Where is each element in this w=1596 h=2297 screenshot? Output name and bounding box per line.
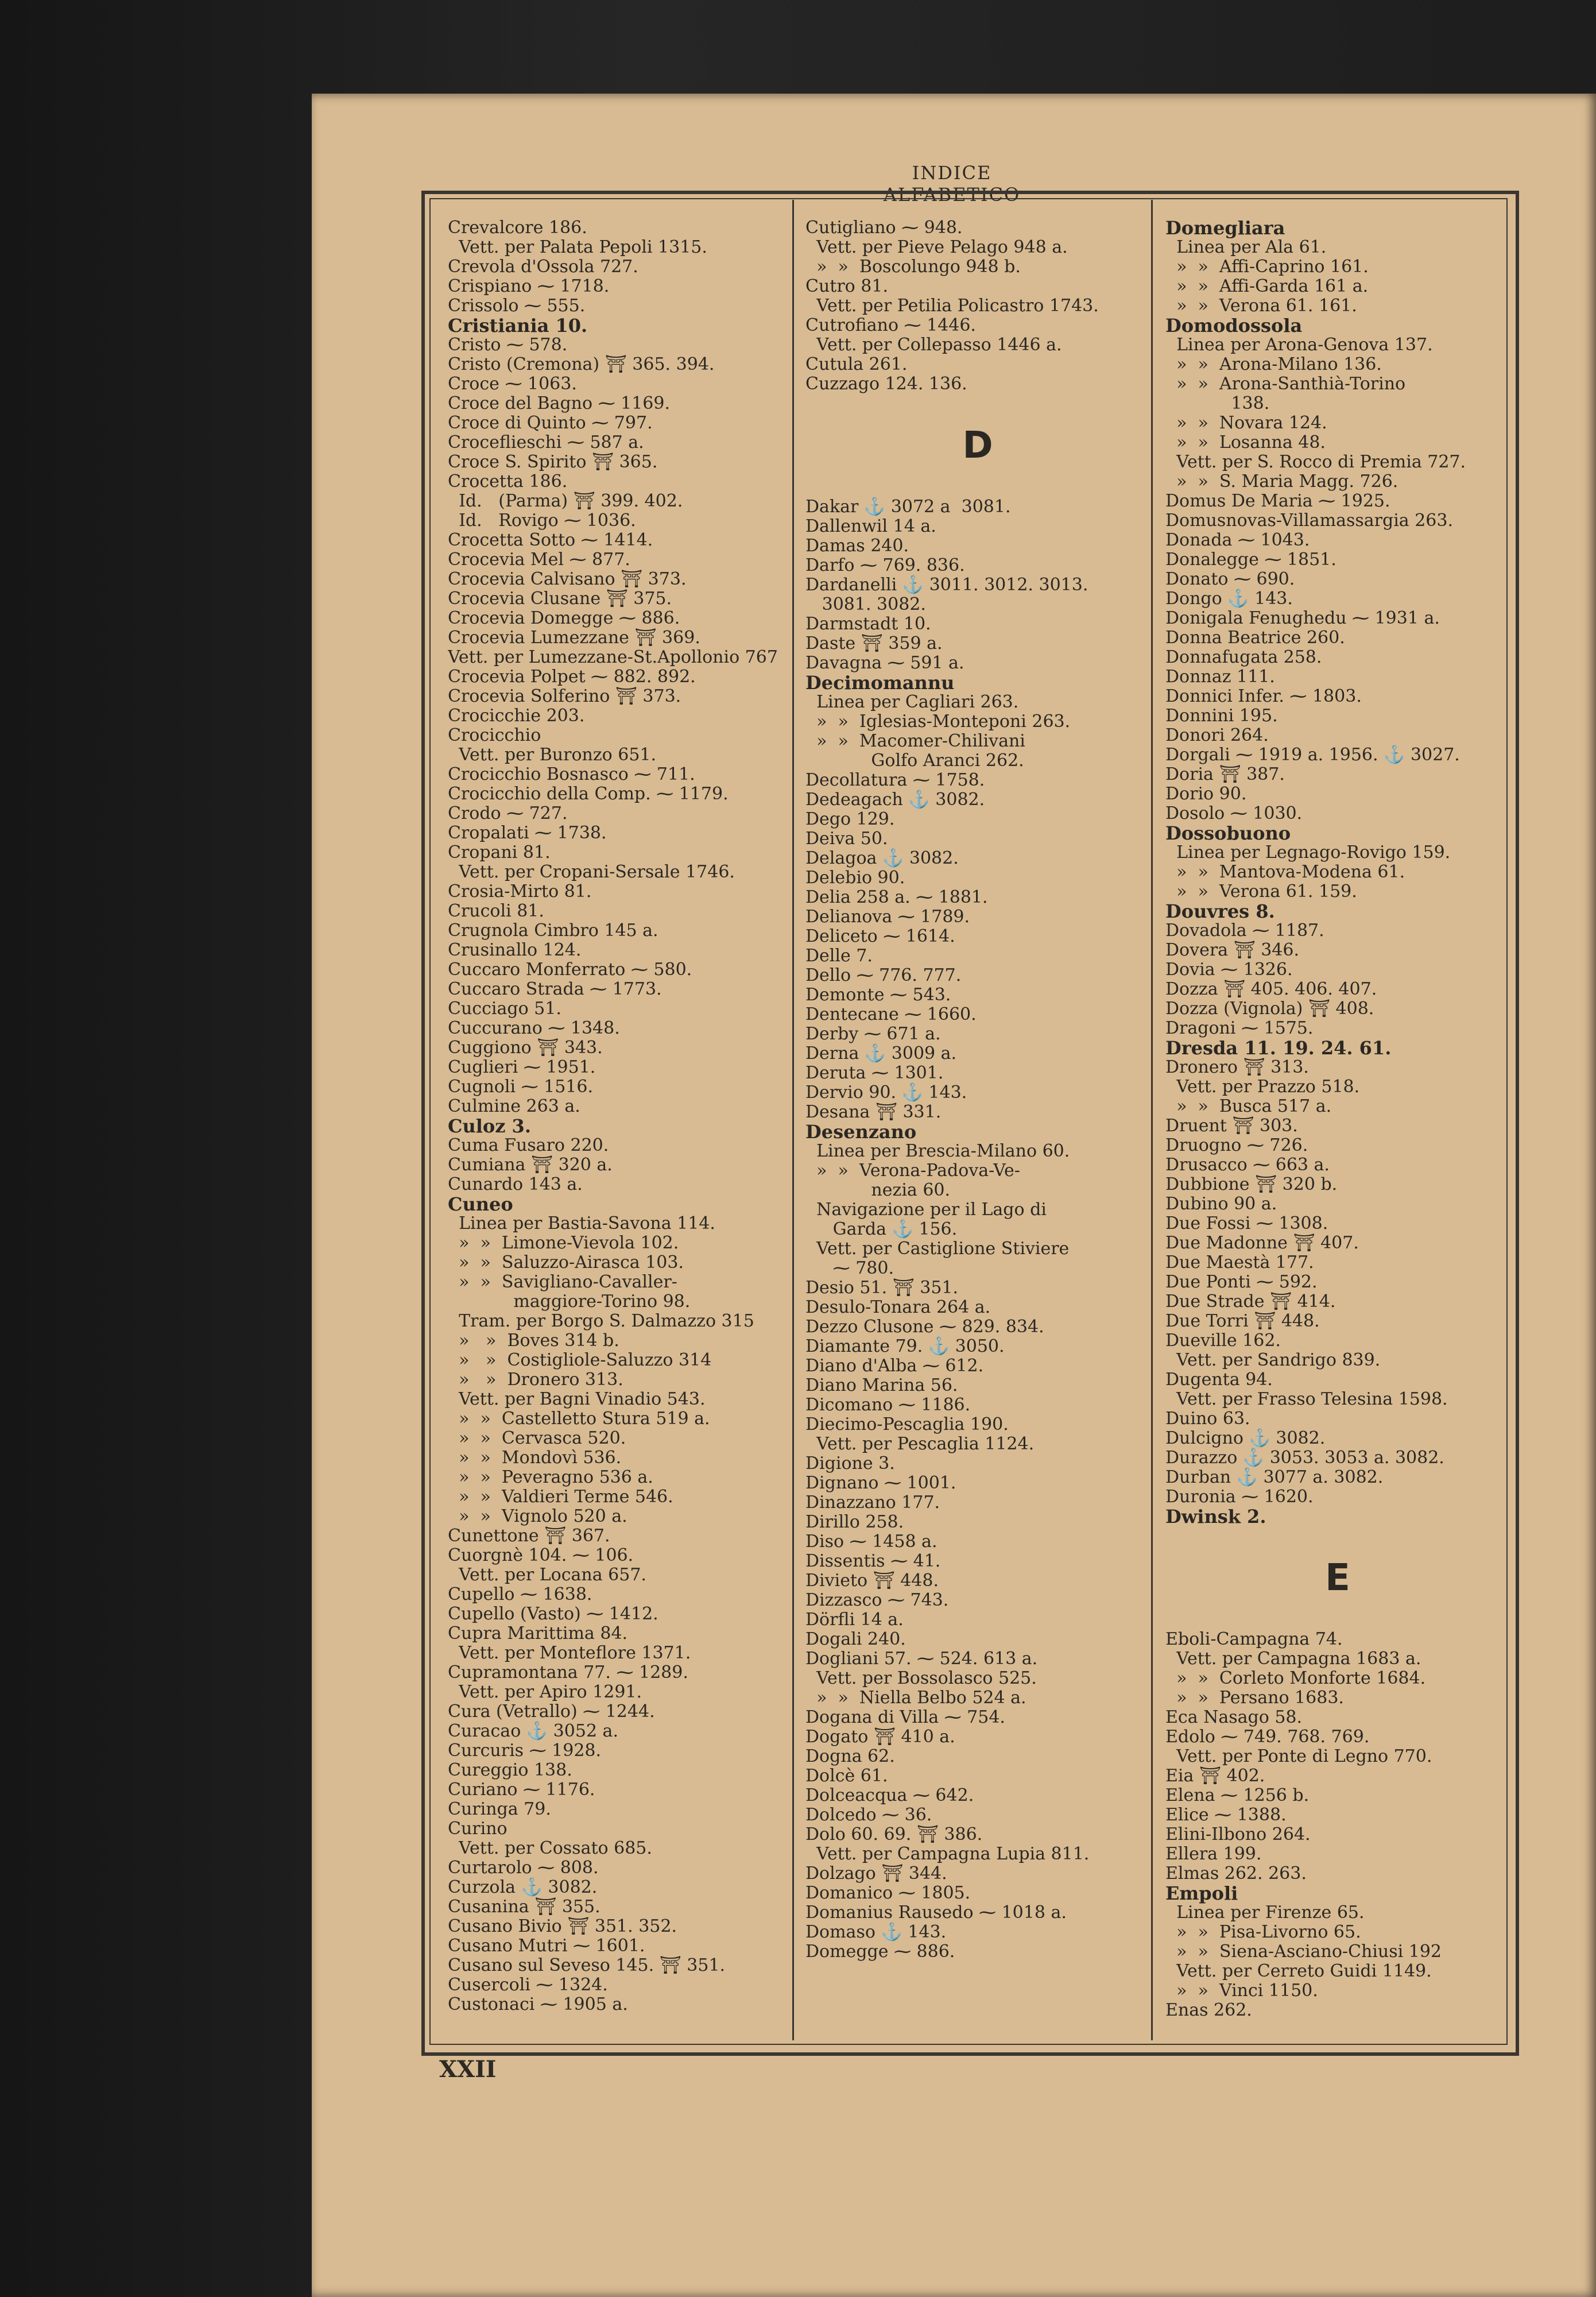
index-entry: Id. Rovigo ⁓ 1036. [448,511,636,531]
index-entry: Diano Marina 56. [805,1375,958,1395]
index-entry: Croceflieschi ⁓ 587 a. [448,432,644,453]
index-entry: » » Mondovì 536. [448,1448,622,1468]
index-entry: Cuccaro Monferrato ⁓ 580. [448,960,692,980]
index-heading: Dossobuono [1165,822,1291,844]
index-entry: » » Mantova-Modena 61. [1165,862,1405,882]
index-entry: Vett. per Buronzo 651. [448,745,657,765]
index-entry: Delagoa ⚓ 3082. [805,848,959,868]
index-entry: Durban ⚓ 3077 a. 3082. [1165,1467,1384,1487]
index-heading: Dwinsk 2. [1165,1506,1266,1528]
index-entry: Dolo 60. 69. ⛩ 386. [805,1824,983,1844]
index-entry: » » Castelletto Stura 519 a. [448,1409,710,1429]
index-entry: Cumiana ⛩ 320 a. [448,1155,613,1175]
index-entry: Domusnovas-Villamassargia 263. [1165,511,1454,531]
index-entry: Damas 240. [805,536,909,556]
index-entry: Delle 7. [805,946,873,966]
index-entry: Dörfli 14 a. [805,1610,904,1630]
index-entry: » » Dronero 313. [448,1370,623,1390]
index-entry: » » Arona-Santhià-Torino [1165,374,1406,394]
index-entry: Vett. per Apiro 1291. [448,1682,642,1702]
index-entry: Dongo ⚓ 143. [1165,589,1293,609]
index-entry: Vett. per Pieve Pelago 948 a. [805,237,1068,257]
index-entry: Dirillo 258. [805,1512,904,1532]
index-entry: Linea per Bastia-Savona 114. [448,1213,715,1233]
index-entry: Cutigliano ⁓ 948. [805,218,963,238]
index-entry: » » Peveragno 536 a. [448,1467,653,1487]
index-entry: » » Novara 124. [1165,413,1327,433]
index-entry: Cunardo 143 a. [448,1174,583,1194]
index-entry: Druent ⛩ 303. [1165,1116,1298,1136]
index-entry: Donigala Fenughedu ⁓ 1931 a. [1165,608,1440,628]
index-entry: Desulo-Tonara 264 a. [805,1297,991,1317]
index-entry: Crugnola Cimbro 145 a. [448,921,658,941]
index-entry: Cuorgnè 104. ⁓ 106. [448,1545,634,1565]
index-entry: Cusano Bivio ⛩ 351. 352. [448,1916,677,1936]
index-entry: 3081. 3082. [805,594,926,614]
index-entry: Curacao ⚓ 3052 a. [448,1721,618,1741]
index-entry: » » Pisa-Livorno 65. [1165,1922,1361,1942]
index-entry: Vett. per Palata Pepoli 1315. [448,237,707,257]
section-letter: E [1325,1557,1350,1599]
index-entry: Vett. per S. Rocco di Premia 727. [1165,452,1466,472]
index-entry: » » S. Maria Magg. 726. [1165,471,1399,492]
index-entry: Dogna 62. [805,1746,895,1766]
index-entry: Diecimo-Pescaglia 190. [805,1414,1009,1434]
index-entry: Crucoli 81. [448,901,544,921]
index-entry: Vett. per Sandrigo 839. [1165,1350,1381,1370]
index-entry: Dissentis ⁓ 41. [805,1551,941,1571]
index-entry: Dovera ⛩ 346. [1165,940,1299,960]
index-entry: Crosia-Mirto 81. [448,881,592,902]
page-number: XXII [439,2056,497,2083]
index-entry: Dorio 90. [1165,784,1247,804]
index-entry: Due Fossi ⁓ 1308. [1165,1213,1328,1233]
index-entry: Cupello ⁓ 1638. [448,1584,592,1604]
index-entry: Crocevia Mel ⁓ 877. [448,550,630,570]
index-entry: 138. [1165,393,1270,413]
index-entry: Crevola d'Ossola 727. [448,257,638,277]
index-entry: Cura (Vetrallo) ⁓ 1244. [448,1702,655,1722]
index-entry: Edolo ⁓ 749. 768. 769. [1165,1727,1370,1747]
index-entry: Dogana di Villa ⁓ 754. [805,1707,1005,1727]
index-entry: Donalegge ⁓ 1851. [1165,550,1337,570]
index-entry: Crocevia Lumezzane ⛩ 369. [448,628,700,648]
index-entry: Deruta ⁓ 1301. [805,1063,944,1083]
index-entry: Vett. per Monteflore 1371. [448,1643,691,1663]
index-entry: Donnaz 111. [1165,667,1275,687]
index-entry: Cusano sul Seveso 145. ⛩ 351. [448,1955,726,1975]
index-entry: Cuzzago 124. 136. [805,374,967,394]
index-entry: Garda ⚓ 156. [805,1219,958,1239]
index-heading: Empoli [1165,1882,1238,1904]
index-entry: Croce del Bagno ⁓ 1169. [448,393,671,413]
index-entry: Dronero ⛩ 313. [1165,1057,1309,1077]
index-entry: Domus De Maria ⁓ 1925. [1165,491,1390,511]
index-entry: » » Arona-Milano 136. [1165,354,1382,374]
index-entry: Crocevia Polpet ⁓ 882. 892. [448,667,696,687]
index-entry: Dinazzano 177. [805,1492,940,1513]
index-entry: Delebio 90. [805,868,905,888]
index-entry: Dervio 90. ⚓ 143. [805,1082,967,1103]
index-entry: Diso ⁓ 1458 a. [805,1532,938,1552]
index-entry: Vett. per Campagna Lupia 811. [805,1844,1090,1864]
index-entry: Cugnoli ⁓ 1516. [448,1077,594,1097]
index-entry: » » Verona 61. 159. [1165,881,1357,902]
index-entry: Cusercoli ⁓ 1324. [448,1975,608,1995]
index-entry: Dego 129. [805,809,895,829]
index-heading: Dresda 11. 19. 24. 61. [1165,1037,1392,1059]
index-entry: Divieto ⛩ 448. [805,1571,939,1591]
index-entry: Dolzago ⛩ 344. [805,1863,947,1884]
index-entry: ⁓ 780. [805,1258,894,1278]
index-entry: » » Iglesias-Monteponi 263. [805,711,1071,732]
index-entry: Dallenwil 14 a. [805,516,936,536]
index-entry: Crocevia Solferino ⛩ 373. [448,686,681,706]
index-heading: Cuneo [448,1193,513,1215]
index-entry: Eca Nasago 58. [1165,1707,1303,1727]
index-entry: Dragoni ⁓ 1575. [1165,1018,1314,1038]
index-entry: Dizzasco ⁓ 743. [805,1590,949,1610]
index-entry: Cusanina ⛩ 355. [448,1897,601,1917]
index-entry: Diamante 79. ⚓ 3050. [805,1336,1005,1356]
index-entry: Donada ⁓ 1043. [1165,530,1310,550]
index-entry: Dugenta 94. [1165,1370,1273,1390]
index-heading: Cristiania 10. [448,315,588,337]
index-entry: Linea per Legnago-Rovigo 159. [1165,842,1451,863]
index-entry: Vett. per Locana 657. [448,1565,646,1585]
index-entry: Cristo ⁓ 578. [448,335,568,355]
index-entry: Cuggiono ⛩ 343. [448,1038,603,1058]
index-entry: Crocevia Domegge ⁓ 886. [448,608,680,628]
index-entry: Dardanelli ⚓ 3011. 3012. 3013. [805,575,1088,595]
index-entry: Doria ⛩ 387. [1165,764,1285,784]
index-entry: » » Vignolo 520 a. [448,1506,627,1526]
index-entry: Curtarolo ⁓ 808. [448,1858,599,1878]
index-entry: Vett. per Campagna 1683 a. [1165,1649,1421,1669]
index-column-3 [1165,218,1510,2020]
index-entry: Crocicchio Bosnasco ⁓ 711. [448,764,695,784]
index-heading: Culoz 3. [448,1115,531,1137]
index-entry: Cutula 261. [805,354,908,374]
index-entry: Tram. per Borgo S. Dalmazzo 315 [448,1311,754,1331]
index-entry: Vett. per Pescaglia 1124. [805,1434,1035,1454]
index-entry: Domegge ⁓ 886. [805,1942,955,1962]
index-entry: Curiano ⁓ 1176. [448,1780,595,1800]
index-entry: Crocevia Clusane ⛩ 375. [448,589,672,609]
index-entry: Dubino 90 a. [1165,1194,1277,1214]
index-entry: Dosolo ⁓ 1030. [1165,803,1303,823]
index-entry: Cupramontana 77. ⁓ 1289. [448,1662,688,1683]
index-entry: Vett. per Prazzo 518. [1165,1077,1360,1097]
index-entry: Linea per Cagliari 263. [805,692,1019,712]
index-entry: Vett. per Cossato 685. [448,1838,652,1858]
index-entry: Cropalati ⁓ 1738. [448,823,607,843]
index-entry: Vett. per Cerreto Guidi 1149. [1165,1961,1432,1981]
index-entry: Domanico ⁓ 1805. [805,1883,971,1903]
index-entry: Cutro 81. [805,276,888,296]
index-entry: Dovadola ⁓ 1187. [1165,921,1324,941]
index-entry: » » Boves 314 b. [448,1331,619,1351]
index-entry: » » Siena-Asciano-Chiusi 192 [1165,1942,1442,1962]
index-entry: Deiva 50. [805,829,888,849]
index-entry: Cuma Fusaro 220. [448,1135,609,1155]
index-entry: Cucciago 51. [448,999,561,1019]
index-entry: Dozza (Vignola) ⛩ 408. [1165,999,1374,1019]
index-entry: Vett. per Bossolasco 525. [805,1668,1037,1688]
index-column-2 [805,218,1150,1962]
index-entry: Linea per Brescia-Milano 60. [805,1141,1070,1161]
index-heading: Desenzano [805,1121,917,1143]
index-column-1 [448,218,792,2014]
index-entry: Druogno ⁓ 726. [1165,1135,1308,1155]
index-entry: Vett. per Petilia Policastro 1743. [805,296,1099,316]
index-entry: maggiore-Torino 98. [448,1291,691,1312]
index-entry: Linea per Ala 61. [1165,237,1327,257]
index-entry: Elmas 262. 263. [1165,1863,1307,1884]
index-entry: Donnafugata 258. [1165,647,1322,667]
index-entry: Delia 258 a. ⁓ 1881. [805,887,988,907]
column-divider-2 [1151,200,1153,2040]
index-entry: Dueville 162. [1165,1331,1281,1351]
index-entry: nezia 60. [805,1180,951,1200]
index-entry: Dello ⁓ 776. 777. [805,965,962,985]
index-entry: Croce S. Spirito ⛩ 365. [448,452,658,472]
index-heading: Douvres 8. [1165,900,1275,922]
index-entry: Cristo (Cremona) ⛩ 365. 394. [448,354,715,374]
index-entry: Cuglieri ⁓ 1951. [448,1057,596,1077]
index-entry: Cropani 81. [448,842,551,863]
index-entry: » » Saluzzo-Airasca 103. [448,1252,684,1273]
index-entry: Curzola ⚓ 3082. [448,1877,598,1897]
index-entry: Cupello (Vasto) ⁓ 1412. [448,1604,658,1624]
index-entry: » » Verona-Padova-Ve- [805,1161,1020,1181]
index-entry: Darmstadt 10. [805,614,931,634]
index-entry: Desio 51. ⛩ 351. [805,1278,959,1298]
index-entry: Curcuris ⁓ 1928. [448,1741,602,1761]
index-entry: Crevalcore 186. [448,218,587,238]
index-entry: Domanius Rausedo ⁓ 1018 a. [805,1902,1067,1923]
index-entry: Crocetta Sotto ⁓ 1414. [448,530,653,550]
index-entry: Dolcè 61. [805,1766,888,1786]
index-entry: Vett. per Castiglione Stiviere [805,1239,1070,1259]
index-entry: Linea per Firenze 65. [1165,1902,1365,1923]
index-entry: Crocicchie 203. [448,706,585,726]
index-entry: Donori 264. [1165,725,1269,745]
index-entry: Vett. per Ponte di Legno 770. [1165,1746,1432,1766]
index-heading: Decimomannu [805,672,955,694]
index-entry: Culmine 263 a. [448,1096,580,1116]
index-entry: Cupra Marittima 84. [448,1623,628,1644]
index-entry: Due Strade ⛩ 414. [1165,1291,1336,1312]
index-entry: » » Affi-Caprino 161. [1165,257,1369,277]
index-entry: » » Affi-Garda 161 a. [1165,276,1369,296]
index-entry: » » Verona 61. 161. [1165,296,1357,316]
index-entry: » » Vinci 1150. [1165,1981,1318,2001]
page-header: INDICE ALFABETICO [883,162,1021,206]
index-entry: » » Macomer-Chilivani [805,731,1025,751]
index-entry: Curino [448,1819,508,1839]
index-entry: Croce ⁓ 1063. [448,374,577,394]
index-entry: Derby ⁓ 671 a. [805,1024,941,1044]
index-entry: » » Busca 517 a. [1165,1096,1332,1116]
index-entry: Due Madonne ⛩ 407. [1165,1233,1359,1253]
index-entry: Croce di Quinto ⁓ 797. [448,413,653,433]
index-entry: Vett. per Cropani-Sersale 1746. [448,862,735,882]
index-entry: Dedeagach ⚓ 3082. [805,790,985,810]
index-entry: Golfo Aranci 262. [805,751,1024,771]
index-entry: Dogato ⛩ 410 a. [805,1727,955,1747]
index-entry: Custonaci ⁓ 1905 a. [448,1994,628,2014]
index-entry: Crissolo ⁓ 555. [448,296,586,316]
index-entry: Cutrofiano ⁓ 1446. [805,315,976,335]
index-entry: Duino 63. [1165,1409,1250,1429]
index-entry: Dubbione ⛩ 320 b. [1165,1174,1338,1194]
index-entry: Due Ponti ⁓ 592. [1165,1272,1318,1292]
index-entry: Cuccurano ⁓ 1348. [448,1018,620,1038]
index-entry: Duronia ⁓ 1620. [1165,1487,1314,1507]
index-entry: Daste ⛩ 359 a. [805,633,943,653]
index-heading: Domegliara [1165,218,1285,239]
index-entry: Curinga 79. [448,1799,551,1819]
index-entry: Dentecane ⁓ 1660. [805,1004,977,1024]
index-entry: Dovia ⁓ 1326. [1165,960,1293,980]
index-entry: Crocicchio [448,725,541,745]
index-entry: Derna ⚓ 3009 a. [805,1043,957,1064]
index-entry: Durazzo ⚓ 3053. 3053 a. 3082. [1165,1448,1444,1468]
index-entry: Dignano ⁓ 1001. [805,1473,956,1493]
index-entry: Dicomano ⁓ 1186. [805,1395,971,1415]
index-entry: Cusano Mutri ⁓ 1601. [448,1936,645,1956]
index-entry: Vett. per Bagni Vinadio 543. [448,1389,706,1409]
index-entry: Dozza ⛩ 405. 406. 407. [1165,979,1377,999]
index-entry: » » Persano 1683. [1165,1688,1344,1708]
index-entry: Elini-Ilbono 264. [1165,1824,1311,1844]
index-entry: Digione 3. [805,1453,895,1474]
index-entry: Cunettone ⛩ 367. [448,1526,610,1546]
index-entry: Donato ⁓ 690. [1165,569,1295,589]
index-entry: » » Costigliole-Saluzzo 314 [448,1350,712,1370]
index-entry: Davagna ⁓ 591 a. [805,653,964,673]
index-entry: » » Cervasca 520. [448,1428,626,1448]
index-entry: Dakar ⚓ 3072 a 3081. [805,497,1011,517]
index-entry: Domaso ⚓ 143. [805,1922,947,1942]
index-entry: Delianova ⁓ 1789. [805,907,970,927]
index-entry: Eia ⛩ 402. [1165,1766,1265,1786]
index-entry: Donnici Infer. ⁓ 1803. [1165,686,1362,706]
index-entry: » » Valdieri Terme 546. [448,1487,673,1507]
index-entry: » » Losanna 48. [1165,432,1326,453]
index-entry: Crodo ⁓ 727. [448,803,568,823]
index-entry: Donna Beatrice 260. [1165,628,1345,648]
index-entry: » » Limone-Vievola 102. [448,1233,679,1253]
index-entry: Crispiano ⁓ 1718. [448,276,610,296]
index-entry: Deliceto ⁓ 1614. [805,926,955,946]
index-entry: Crocetta 186. [448,471,568,492]
index-entry: Due Maestà 177. [1165,1252,1314,1273]
section-letter: D [962,424,993,467]
index-entry: Diano d'Alba ⁓ 612. [805,1356,984,1376]
index-entry: Dogliani 57. ⁓ 524. 613 a. [805,1649,1038,1669]
index-entry: Crocicchio della Comp. ⁓ 1179. [448,784,729,804]
index-entry: Cuccaro Strada ⁓ 1773. [448,979,662,999]
index-entry: Dogali 240. [805,1629,906,1649]
column-divider-1 [792,200,794,2040]
index-entry: Id. (Parma) ⛩ 399. 402. [448,491,683,511]
index-entry: Dolceacqua ⁓ 642. [805,1785,974,1805]
index-entry: Enas 262. [1165,2000,1252,2020]
index-entry: Desana ⛩ 331. [805,1102,942,1122]
index-entry: Eboli-Campagna 74. [1165,1629,1343,1649]
index-entry: Decollatura ⁓ 1758. [805,770,985,790]
index-entry: Drusacco ⁓ 663 a. [1165,1155,1330,1175]
index-entry: » » Niella Belbo 524 a. [805,1688,1026,1708]
index-entry: Cureggio 138. [448,1760,572,1780]
index-entry: Donnini 195. [1165,706,1278,726]
index-entry: Dulcigno ⚓ 3082. [1165,1428,1326,1448]
index-entry: Dorgali ⁓ 1919 a. 1956. ⚓ 3027. [1165,745,1460,765]
index-entry: Dezzo Clusone ⁓ 829. 834. [805,1317,1044,1337]
index-entry: Elice ⁓ 1388. [1165,1805,1287,1825]
index-entry: Ellera 199. [1165,1844,1262,1864]
index-entry: Crusinallo 124. [448,940,582,960]
index-entry: Vett. per Collepasso 1446 a. [805,335,1062,355]
index-entry: Vett. per Lumezzane-St.Apollonio 767 [448,647,778,667]
index-entry: » » Corleto Monforte 1684. [1165,1668,1426,1688]
index-entry: Crocevia Calvisano ⛩ 373. [448,569,687,589]
index-entry: Vett. per Frasso Telesina 1598. [1165,1389,1448,1409]
index-entry: Due Torri ⛩ 448. [1165,1311,1320,1331]
index-heading: Domodossola [1165,315,1303,337]
index-entry: » » Boscolungo 948 b. [805,257,1021,277]
index-entry: Dolcedo ⁓ 36. [805,1805,932,1825]
index-entry: Elena ⁓ 1256 b. [1165,1785,1310,1805]
index-entry: Navigazione per il Lago di [805,1200,1047,1220]
index-entry: Linea per Arona-Genova 137. [1165,335,1433,355]
index-entry: Darfo ⁓ 769. 836. [805,555,965,575]
index-entry: » » Savigliano-Cavaller- [448,1272,677,1292]
index-entry: Demonte ⁓ 543. [805,985,951,1005]
